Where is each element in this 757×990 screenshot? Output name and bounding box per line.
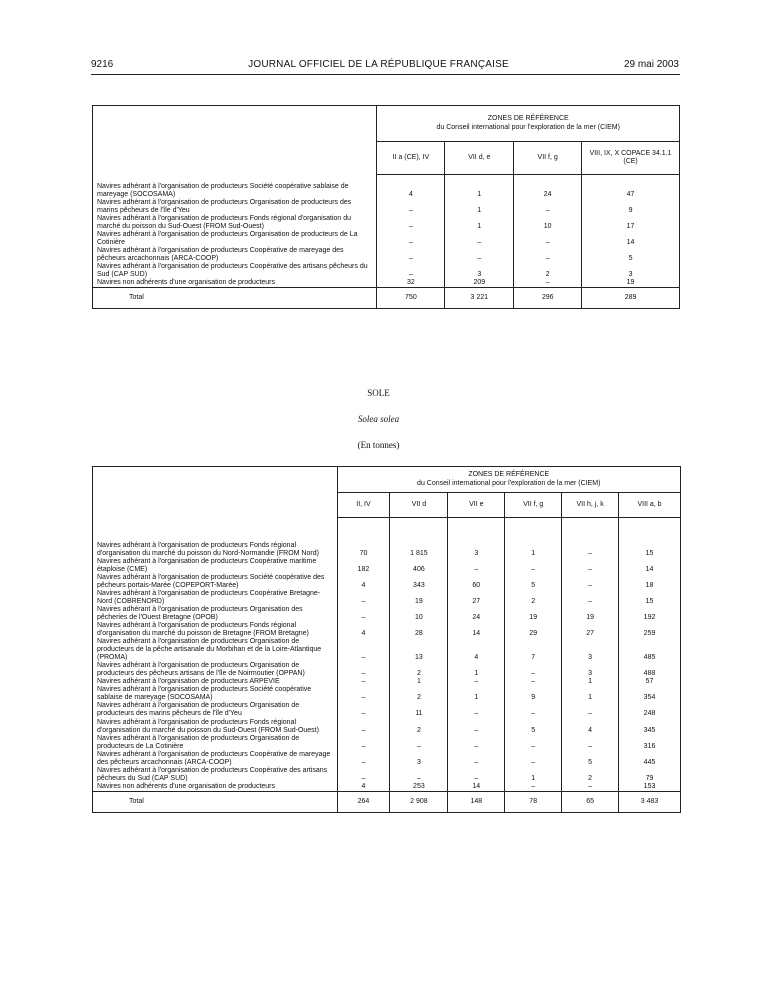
- table-cell: –: [505, 558, 562, 574]
- table-cell: –: [514, 247, 582, 263]
- table-cell: 248: [619, 702, 681, 718]
- table-cell: 253: [390, 783, 448, 792]
- table-row: [93, 783, 681, 792]
- table-cell: 60: [448, 574, 505, 590]
- total-cell: 289: [582, 288, 680, 309]
- table-cell: –: [448, 735, 505, 751]
- table-cell: –: [337, 719, 390, 735]
- table-cell: 4: [337, 783, 390, 792]
- total-cell: 148: [448, 791, 505, 812]
- table-cell: 485: [619, 638, 681, 662]
- table-cell: –: [377, 263, 445, 279]
- table-cell: 4: [337, 622, 390, 638]
- table-cell: 27: [562, 622, 619, 638]
- total-label: Total: [93, 791, 338, 812]
- table-cell: –: [337, 662, 390, 678]
- table-cell: 10: [390, 606, 448, 622]
- table-cell: 3: [390, 751, 448, 767]
- journal-title: JOURNAL OFFICIEL DE LA RÉPUBLIQUE FRANÇAISE: [248, 59, 509, 70]
- row-label: Navires non adhérents d'une organisation de producteurs: [93, 783, 338, 792]
- table-row: [93, 678, 681, 686]
- table-cell: –: [505, 751, 562, 767]
- row-label: Navires adhérant à l'organisation de producteurs Organisation de producteurs des marins pêcheurs de l'île d'Yeu: [93, 702, 338, 718]
- table-cell: –: [337, 590, 390, 606]
- zone-title: ZONES DE RÉFÉRENCE: [487, 115, 569, 123]
- total-cell: 264: [337, 791, 390, 812]
- table-row: [93, 622, 681, 638]
- table-cell: 4: [448, 638, 505, 662]
- table-cell: –: [562, 590, 619, 606]
- table-cell: –: [448, 719, 505, 735]
- row-label: Navires adhérant à l'organisation de producteurs Société coopérative sablaise de mareyage (SOCOSAMA): [93, 686, 338, 702]
- table-cell: 11: [390, 702, 448, 718]
- table-cell: 3: [445, 263, 514, 279]
- table-cell: 1: [390, 678, 448, 686]
- table-cell: 14: [448, 622, 505, 638]
- row-label: Navires adhérant à l'organisation de producteurs Fonds régional d'organisation du marché du poisson de Bretagne (FROM Bretagne): [93, 622, 338, 638]
- row-label: Navires adhérant à l'organisation de producteurs Organisation de producteurs de la pêche artisanale du Morbihan et de la Loire-Atlantique (PROMA): [93, 638, 338, 662]
- row-label: Navires non adhérents d'une organisation de producteurs: [93, 279, 377, 288]
- table-cell: –: [562, 783, 619, 792]
- table-cell: –: [337, 686, 390, 702]
- row-label: Navires adhérant à l'organisation de producteurs Coopérative de mareyage des pêcheurs arcachonnais (ARCA-COOP): [93, 751, 338, 767]
- table-row: [93, 574, 681, 590]
- table-row: [93, 518, 681, 558]
- table-row: [93, 590, 681, 606]
- table-cell: 1: [445, 199, 514, 215]
- row-label: Navires adhérant à l'organisation de producteurs ARPEVIE: [93, 678, 338, 686]
- table-cell: –: [505, 662, 562, 678]
- table-cell: 28: [390, 622, 448, 638]
- table-cell: 19: [562, 606, 619, 622]
- unit-caption: (En tonnes): [357, 440, 400, 450]
- table-cell: 15: [619, 518, 681, 558]
- table2-label-header: [93, 467, 338, 518]
- table-row: [93, 263, 680, 279]
- table-row: [93, 279, 680, 288]
- table-cell: 316: [619, 735, 681, 751]
- table-row: [93, 606, 681, 622]
- table-cell: –: [390, 767, 448, 783]
- table-cell: –: [448, 767, 505, 783]
- row-label: Navires adhérant à l'organisation de producteurs Organisation de producteurs des pêcheurs artisans de l'île de Noirmoutier (OPPAN): [93, 662, 338, 678]
- row-label: Navires adhérant à l'organisation de producteurs Fonds régional d'organisation du marché du poisson du Sud-Ouest (FROM Sud-Ouest): [93, 215, 377, 231]
- table-row: [93, 751, 681, 767]
- table-cell: 14: [619, 558, 681, 574]
- table-cell: 2: [390, 662, 448, 678]
- table-cell: 1: [445, 175, 514, 199]
- publication-date: 29 mai 2003: [623, 59, 679, 70]
- table-cell: 47: [582, 175, 680, 199]
- table-cell: 2: [514, 263, 582, 279]
- row-label: Navires adhérant à l'organisation de producteurs Fonds régional d'organisation du marché du poisson du Nord-Normandie (FROM Nord): [93, 518, 338, 558]
- table-cell: –: [448, 558, 505, 574]
- table-cell: 1: [448, 662, 505, 678]
- table-cell: –: [505, 735, 562, 751]
- header-rule: [91, 74, 680, 75]
- total-row: [93, 288, 680, 309]
- table-cell: 1: [445, 215, 514, 231]
- total-row: [93, 791, 681, 812]
- table-cell: –: [562, 558, 619, 574]
- total-cell: 750: [377, 288, 445, 309]
- total-cell: 78: [505, 791, 562, 812]
- row-label: Navires adhérant à l'organisation de producteurs Coopérative des artisans pêcheurs du Sud (CAP SUD): [93, 767, 338, 783]
- table-cell: 343: [390, 574, 448, 590]
- table-cell: 488: [619, 662, 681, 678]
- table-cell: 3: [582, 263, 680, 279]
- row-label: Navires adhérant à l'organisation de producteurs Fonds régional d'organisation du marché du poisson du Sud-Ouest (FROM Sud-Ouest): [93, 719, 338, 735]
- table-cell: 29: [505, 622, 562, 638]
- table-row: [93, 175, 680, 199]
- table-cell: 445: [619, 751, 681, 767]
- table-cell: 15: [619, 590, 681, 606]
- table-cell: –: [337, 751, 390, 767]
- table-cell: 3: [448, 518, 505, 558]
- table-cell: –: [337, 638, 390, 662]
- table-row: [93, 558, 681, 574]
- column-header: VII f, g: [505, 493, 562, 518]
- table-cell: –: [562, 518, 619, 558]
- table-row: [93, 686, 681, 702]
- table-row: [93, 767, 681, 783]
- table-cell: 5: [562, 751, 619, 767]
- table-cell: 10: [514, 215, 582, 231]
- table-cell: 1: [505, 518, 562, 558]
- table-cell: 1: [448, 686, 505, 702]
- table-zones-sole: [92, 466, 681, 813]
- table-cell: 24: [514, 175, 582, 199]
- table-cell: 9: [582, 199, 680, 215]
- table-cell: –: [377, 247, 445, 263]
- table-cell: –: [505, 678, 562, 686]
- total-cell: 2 908: [390, 791, 448, 812]
- total-cell: 3 483: [619, 791, 681, 812]
- table-cell: 1: [505, 767, 562, 783]
- table-cell: –: [445, 231, 514, 247]
- table-row: [93, 247, 680, 263]
- table-cell: –: [448, 751, 505, 767]
- table-cell: –: [377, 231, 445, 247]
- table-cell: 182: [337, 558, 390, 574]
- zone-subtitle: du Conseil international pour l'exploration de la mer (CIEM): [417, 479, 601, 487]
- table-cell: 5: [505, 719, 562, 735]
- table-cell: –: [448, 678, 505, 686]
- species-latin-name: Solea solea: [357, 414, 400, 424]
- table-cell: –: [562, 574, 619, 590]
- table-cell: 345: [619, 719, 681, 735]
- table-cell: 19: [582, 279, 680, 288]
- table-cell: –: [337, 606, 390, 622]
- table-row: [93, 719, 681, 735]
- table-cell: –: [337, 678, 390, 686]
- total-cell: 3 221: [445, 288, 514, 309]
- table-cell: –: [448, 702, 505, 718]
- table-cell: 192: [619, 606, 681, 622]
- page-number: 9216: [91, 59, 114, 70]
- table-cell: 32: [377, 279, 445, 288]
- table-cell: 14: [448, 783, 505, 792]
- table1-zone-header: [377, 106, 680, 142]
- table-cell: 4: [377, 175, 445, 199]
- table-cell: 4: [337, 574, 390, 590]
- table-cell: –: [562, 735, 619, 751]
- row-label: Navires adhérant à l'organisation de producteurs Coopérative des artisans pêcheurs du Sud (CAP SUD): [93, 263, 377, 279]
- column-header: VIII a, b: [619, 493, 681, 518]
- column-header: VII e: [448, 493, 505, 518]
- table-cell: 209: [445, 279, 514, 288]
- table-cell: 24: [448, 606, 505, 622]
- table-cell: 1 815: [390, 518, 448, 558]
- table-cell: 153: [619, 783, 681, 792]
- table-cell: 17: [582, 215, 680, 231]
- zone-subtitle: du Conseil international pour l'exploration de la mer (CIEM): [436, 123, 620, 131]
- table-cell: –: [505, 702, 562, 718]
- table-cell: –: [337, 767, 390, 783]
- table-cell: 7: [505, 638, 562, 662]
- table-cell: –: [562, 702, 619, 718]
- table-row: [93, 199, 680, 215]
- table-cell: 2: [505, 590, 562, 606]
- table-cell: –: [514, 231, 582, 247]
- table-cell: 19: [505, 606, 562, 622]
- row-label: Navires adhérant à l'organisation de producteurs Organisation de producteurs de La Cotinière: [93, 735, 338, 751]
- table-cell: –: [377, 199, 445, 215]
- table-row: [93, 215, 680, 231]
- total-cell: 296: [514, 288, 582, 309]
- table-cell: –: [445, 247, 514, 263]
- table-cell: 2: [390, 686, 448, 702]
- table-zones-1: [92, 105, 680, 309]
- table-cell: 27: [448, 590, 505, 606]
- table-row: [93, 662, 681, 678]
- table-cell: –: [390, 735, 448, 751]
- table-row: [93, 702, 681, 718]
- table2-zone-header: [337, 467, 680, 493]
- column-header: VII h, j, k: [562, 493, 619, 518]
- row-label: Navires adhérant à l'organisation de producteurs Coopérative maritime étaploise (CME): [93, 558, 338, 574]
- table-cell: 18: [619, 574, 681, 590]
- total-cell: 65: [562, 791, 619, 812]
- table-cell: 3: [562, 638, 619, 662]
- column-header: VII d, e: [445, 142, 514, 175]
- table-row: [93, 638, 681, 662]
- table-cell: –: [337, 702, 390, 718]
- table-cell: –: [377, 215, 445, 231]
- table-cell: 2: [562, 767, 619, 783]
- row-label: Navires adhérant à l'organisation de producteurs Coopérative Bretagne-Nord (COBRENORD): [93, 590, 338, 606]
- table-cell: 259: [619, 622, 681, 638]
- table-cell: 1: [562, 678, 619, 686]
- table-cell: 13: [390, 638, 448, 662]
- table-row: [93, 231, 680, 247]
- column-header: VIII, IX, X COPACE 34.1.1 (CE): [582, 142, 680, 175]
- table-cell: 19: [390, 590, 448, 606]
- table-cell: 3: [562, 662, 619, 678]
- table-cell: 79: [619, 767, 681, 783]
- table-cell: –: [514, 279, 582, 288]
- table-cell: –: [337, 735, 390, 751]
- total-label: Total: [93, 288, 377, 309]
- row-label: Navires adhérant à l'organisation de producteurs Société coopérative des pêcheurs portais-Marée (COPEPORT-Marée): [93, 574, 338, 590]
- row-label: Navires adhérant à l'organisation de producteurs Société coopérative sablaise de mareyage (SOCOSAMA): [93, 175, 377, 199]
- table-cell: 57: [619, 678, 681, 686]
- table-cell: 406: [390, 558, 448, 574]
- table-cell: –: [514, 199, 582, 215]
- row-label: Navires adhérant à l'organisation de producteurs Organisation des pêcheries de l'Ouest Bretagne (OPOB): [93, 606, 338, 622]
- table-cell: 9: [505, 686, 562, 702]
- table-cell: 4: [562, 719, 619, 735]
- table1-label-header: [93, 106, 377, 175]
- table-cell: 5: [505, 574, 562, 590]
- table-cell: 2: [390, 719, 448, 735]
- table-row: [93, 735, 681, 751]
- table-cell: 1: [562, 686, 619, 702]
- zone-title: ZONES DE RÉFÉRENCE: [468, 471, 550, 479]
- column-header: VII d: [390, 493, 448, 518]
- species-title: SOLE: [367, 388, 390, 398]
- table-cell: 70: [337, 518, 390, 558]
- row-label: Navires adhérant à l'organisation de producteurs Organisation de producteurs des marins pêcheurs de l'île d'Yeu: [93, 199, 377, 215]
- table-cell: 5: [582, 247, 680, 263]
- table-cell: 14: [582, 231, 680, 247]
- row-label: Navires adhérant à l'organisation de producteurs Coopérative de mareyage des pêcheurs arcachonnais (ARCA-COOP): [93, 247, 377, 263]
- table-cell: –: [505, 783, 562, 792]
- row-label: Navires adhérant à l'organisation de producteurs Organisation de producteurs de La Cotinière: [93, 231, 377, 247]
- column-header: II, IV: [337, 493, 390, 518]
- column-header: VII f, g: [514, 142, 582, 175]
- table-cell: 354: [619, 686, 681, 702]
- column-header: II a (CE), IV: [377, 142, 445, 175]
